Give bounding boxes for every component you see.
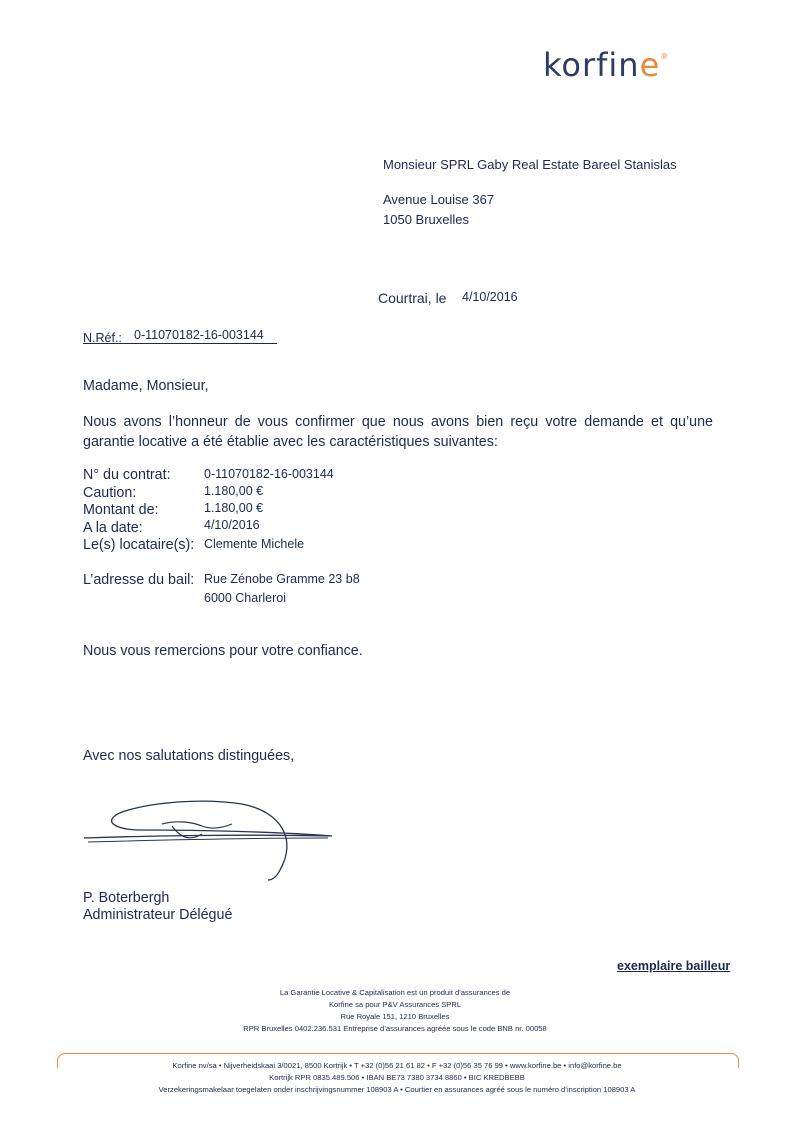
contract-label: N° du contrat: [83, 467, 171, 483]
place-label: Courtrai, le [378, 290, 447, 306]
legal-line-4: RPR Bruxelles 0402.236.531 Entreprise d’assurances agréée sous le code BNB nr. 00058 [243, 1024, 547, 1033]
logo-text: korfin [543, 46, 640, 84]
recipient-street: Avenue Louise 367 [383, 192, 495, 207]
date-value: 4/10/2016 [204, 518, 260, 532]
footer-line-3: Verzekeringsmakelaar toegelaten onder inschrijvingsnummer 108903 A • Courtier en assurances agréé sous le numéro d’inscription 108903 A [158, 1085, 636, 1094]
letter-date: 4/10/2016 [462, 290, 518, 304]
contract-value: 0-11070182-16-003144 [204, 467, 334, 481]
signatory-name: P. Boterbergh [83, 890, 170, 906]
legal-line-1: La Garantie Locative & Capitalisation est un produit d'assurances de [279, 988, 511, 997]
tenant-label: Le(s) locataire(s): [83, 537, 195, 553]
footer-line-2: Kortrijk RPR 0835.489.506 • IBAN BE73 7380 3734 8860 • BIC KREDBEBB [269, 1073, 525, 1082]
reference-value: 0-11070182-16-003144 [134, 328, 264, 342]
korfine-logo [543, 46, 669, 84]
closing-text: Avec nos salutations distinguées, [83, 748, 295, 764]
recipient-city: 1050 Bruxelles [383, 212, 469, 227]
thanks-text: Nous vous remercions pour votre confiance. [83, 643, 363, 659]
registered-mark: ® [660, 52, 670, 61]
handwritten-signature [82, 790, 342, 886]
amount-value: 1.180,00 € [204, 501, 264, 515]
tenant-value: Clemente Michele [204, 537, 305, 551]
amount-label: Montant de: [83, 502, 159, 518]
caution-label: Caution: [83, 485, 137, 501]
salutation: Madame, Monsieur, [83, 378, 209, 394]
copy-label: exemplaire bailleur [617, 959, 731, 973]
legal-line-3: Rue Royale 151, 1210 Bruxelles [340, 1012, 450, 1021]
intro-paragraph: Nous avons l’honneur de vous confirmer que nous avons bien reçu votre demande et qu’une garantie locative a été établie avec les caractéristiques suivantes: [83, 414, 713, 450]
date-label: A la date: [83, 520, 143, 536]
lease-city: 6000 Charleroi [204, 591, 286, 605]
footer-line-1: Korfine nv/sa • Nijverheidskaai 3/0021, 8500 Kortrijk • T +32 (0)56 21 61 82 • F +32 (0)56 35 76 99 • www.korfine.be • info@korfine.be [172, 1061, 622, 1070]
logo-accent-letter: e [639, 46, 661, 84]
lease-street: Rue Zénobe Gramme 23 b8 [204, 572, 360, 586]
recipient-name: Monsieur SPRL Gaby Real Estate Bareel Stanislas [383, 157, 677, 172]
legal-line-2: Korfine sa pour P&V Assurances SPRL [328, 1000, 462, 1009]
reference-label: N.Réf.: [83, 331, 122, 345]
signatory-title: Administrateur Délégué [83, 907, 233, 923]
caution-value: 1.180,00 € [204, 484, 264, 498]
lease-address-label: L’adresse du bail: [83, 572, 195, 588]
reference-underline [83, 343, 277, 344]
